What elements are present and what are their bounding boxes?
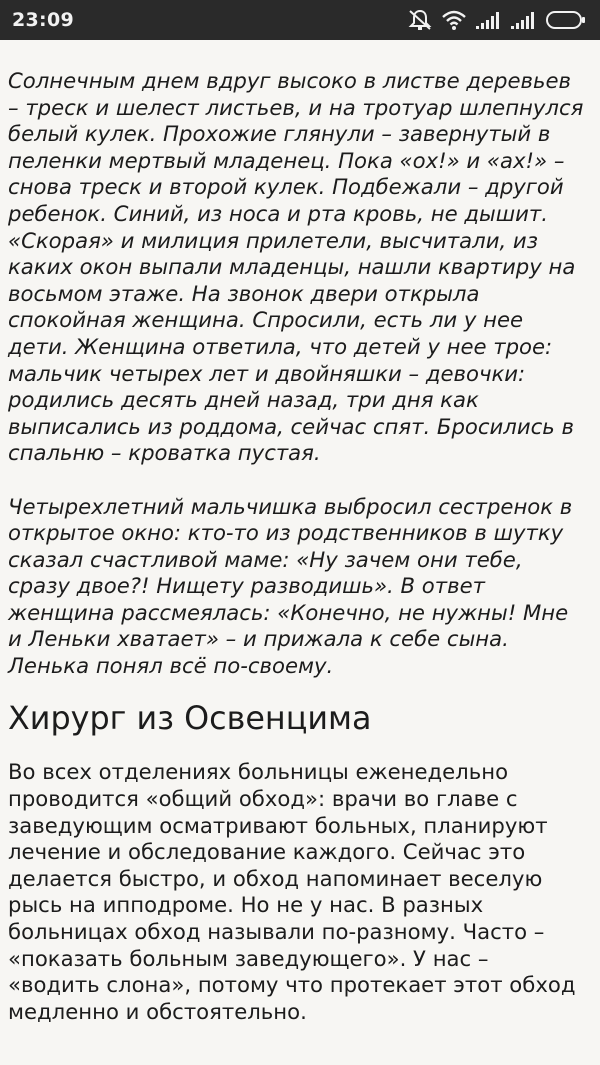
section-heading: Хирург из Освенцима	[8, 700, 372, 738]
status-icons	[408, 9, 586, 31]
article-paragraph-2: Четырехлетний мальчишка выбросил сестренок в открытое окно: кто-то из родственников в шутку сказал счастливой маме: «Ну зачем они тебе, сразу двое?! Нищету разводишь». В ответ женщина рассмеялась: «Конечно, не нужны! Мне и Леньки хватает» – и прижала к себе сына. Ленька понял всё по-своему.	[8, 493, 573, 679]
article-body	[0, 40, 600, 1025]
article-paragraph-1: Солнечным днем вдруг высоко в листве деревьев – треск и шелест листьев, и на тротуар шлепнулся белый кулек. Прохожие глянули – завернутый в пеленки мертвый младенец. Пока «ох!» и «ах!» – снова треск и второй кулек. Подбежали – другой ребенок. Синий, из носа и рта кровь, не дышит. «Скорая» и милиция прилетели, высчитали, из каких окон выпали младенцы, нашли квартиру на восьмом этаже. На звонок двери открыла спокойная женщина. Спросили, есть ли у нее дети. Женщина ответила, что детей у нее трое: мальчик четырех лет и двойняшки – девочки: родились десять дней назад, три дня как выписались из роддома, сейчас спят. Бросились в спальню – кроватка пустая.	[8, 68, 584, 466]
status-time: 23:09	[12, 9, 74, 31]
article-paragraph-3: Во всех отделениях больницы еженедельно проводится «общий обход»: врачи во главе с заведующим осматривают больных, планируют лечение и обследование каждого. Сейчас это делается быстро, и обход напоминает веселую рысь на ипподроме. Но не у нас. В разных больницах обход называли по-разному. Часто – «показать больным заведующего». У нас – «водить слона», потому что протекает этот обход медленно и обстоятельно.	[8, 759, 576, 1024]
status-bar	[0, 0, 600, 40]
signal-2-icon	[511, 10, 537, 30]
wifi-icon	[441, 9, 467, 31]
mute-icon	[408, 9, 432, 31]
paragraph-spacer	[8, 467, 584, 494]
battery-icon	[546, 10, 586, 30]
signal-1-icon	[476, 10, 502, 30]
